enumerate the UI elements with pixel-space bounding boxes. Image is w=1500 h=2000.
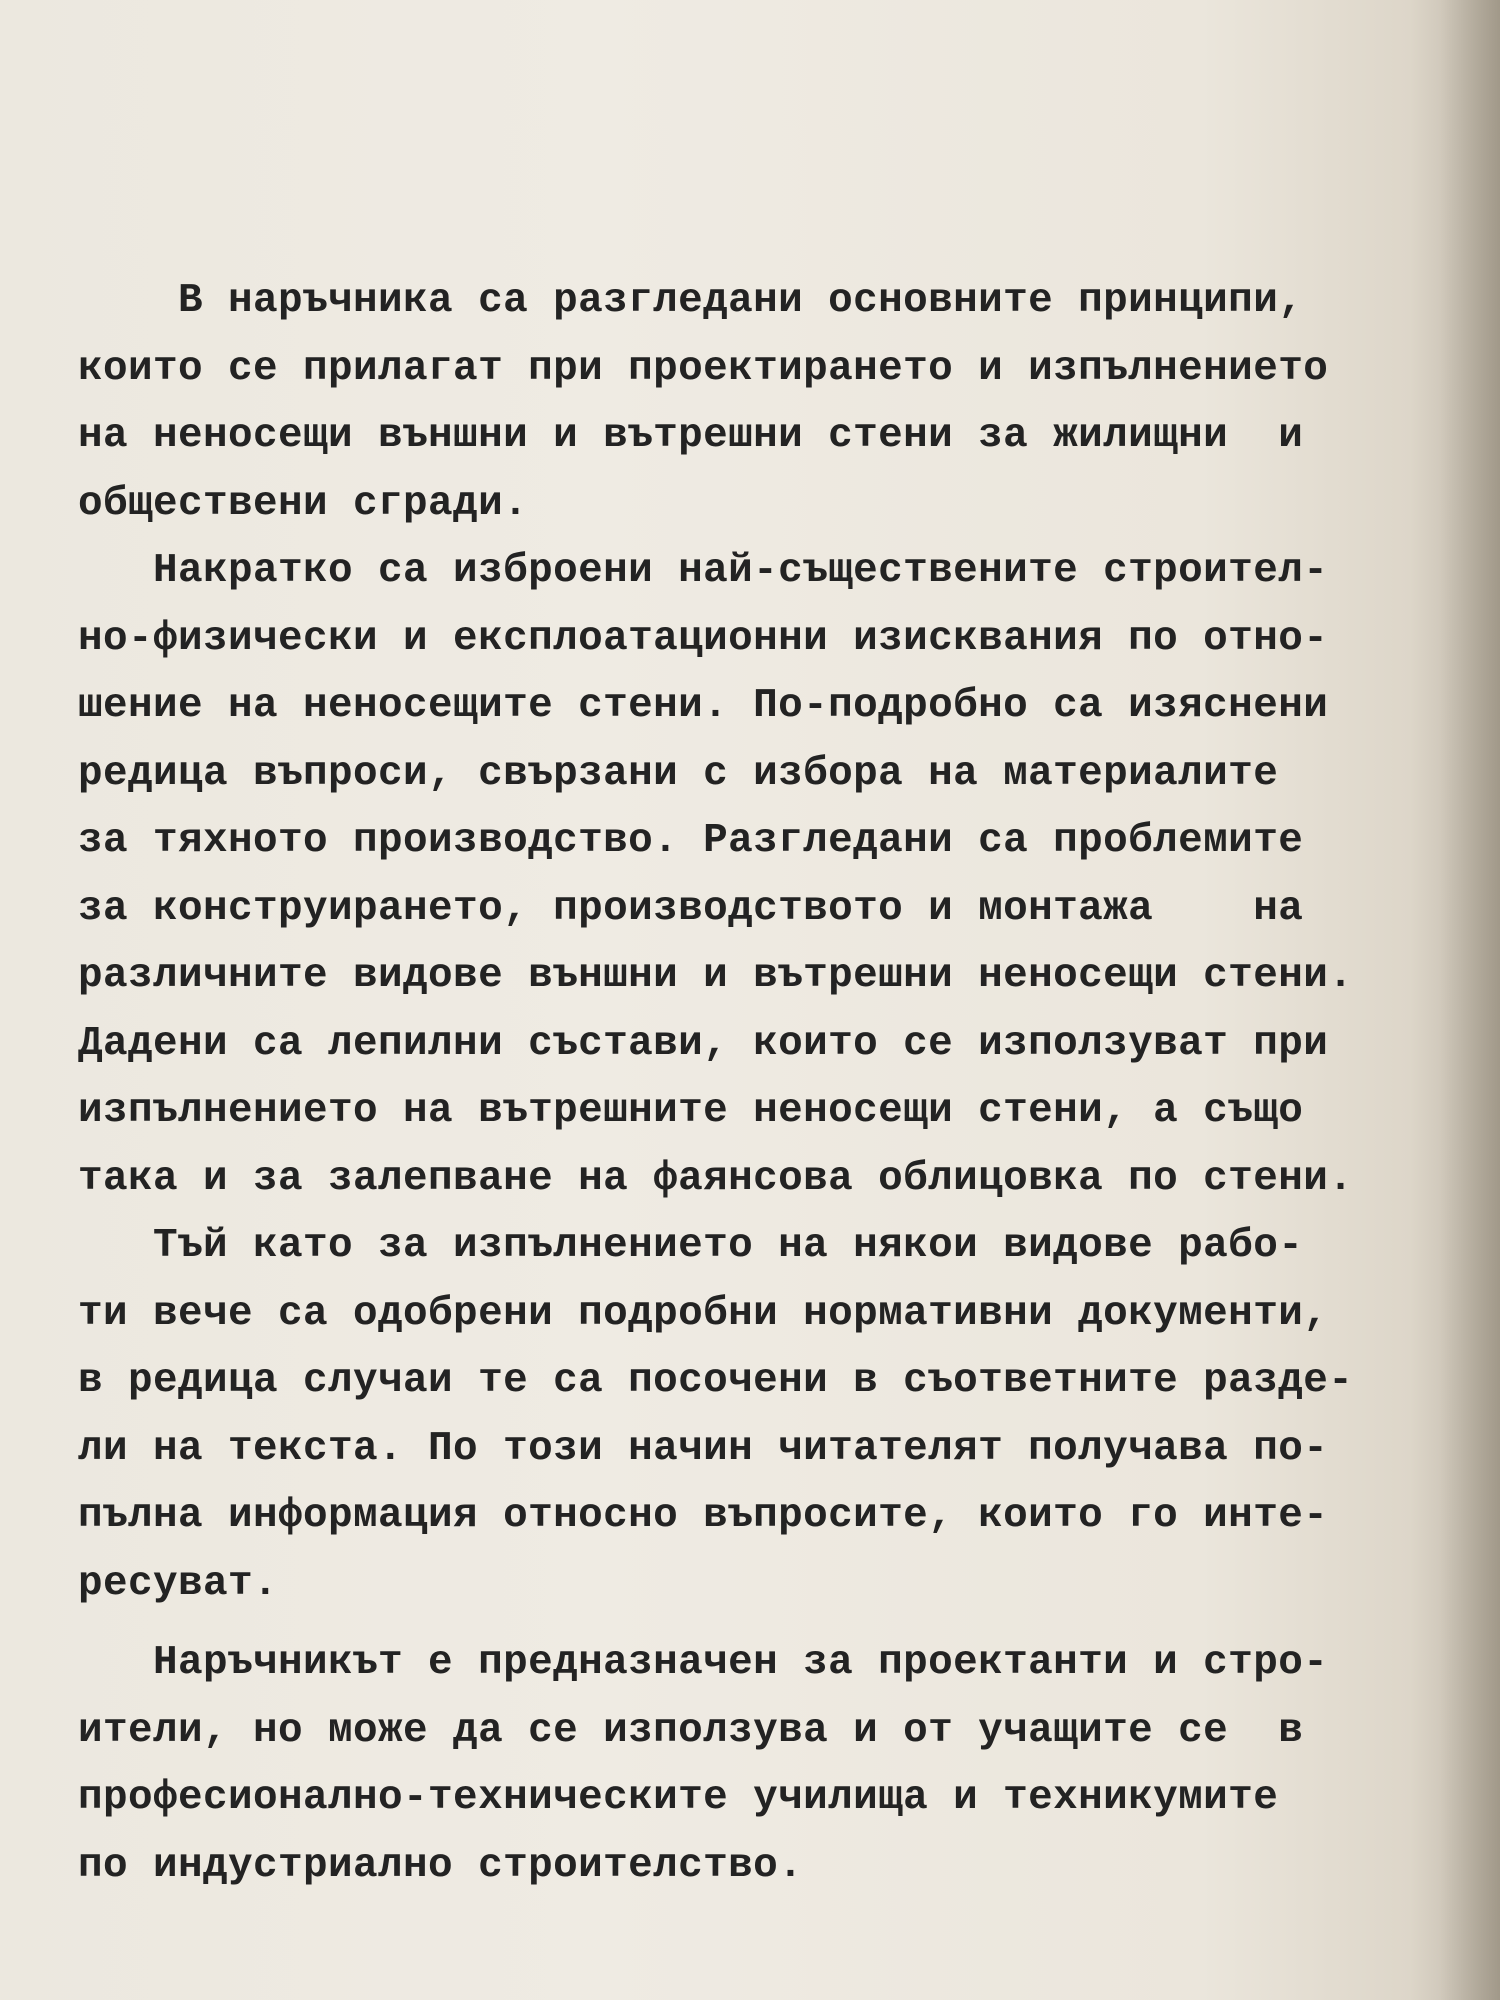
text-line: обществени сгради. [78, 480, 529, 527]
text-line: професионално-техническите училища и техникумите [78, 1775, 1279, 1821]
paragraph-2 [78, 538, 1398, 1213]
paragraph-1 [78, 268, 1398, 538]
page-text [78, 268, 1398, 1900]
text-line: различните видове външни и вътрешни неносещи стени. [78, 953, 1354, 999]
text-line: редица въпроси, свързани с избора на материалите [78, 750, 1279, 797]
text-line: Наръчникът е предназначен за проектанти и стро- [78, 1640, 1329, 1686]
text-line: Дадени са лепилни състави, които се използуват при [78, 1020, 1329, 1067]
text-line: В наръчника са разгледани основните принципи, [78, 278, 1304, 324]
paragraph-3 [78, 1213, 1398, 1618]
text-line: в редица случаи те са посочени в съответните разде- [78, 1358, 1354, 1404]
text-line: на неносещи външни и вътрешни стени за жилищни и [78, 413, 1304, 459]
text-line: пълна информация относно въпросите, които го инте- [78, 1493, 1329, 1539]
text-line: изпълнението на вътрешните неносещи стени, а също [78, 1088, 1304, 1134]
text-line: но-физически и експлоатационни изисквания по отно- [78, 615, 1329, 662]
text-line: ресуват. [78, 1560, 279, 1607]
text-line: Тъй като за изпълнението на някои видове рабо- [78, 1223, 1304, 1269]
paragraph-4 [78, 1630, 1398, 1900]
text-line: ли на текста. По този начин читателят получава по- [78, 1425, 1329, 1472]
text-line: които се прилагат при проектирането и изпълнението [78, 345, 1329, 392]
text-line: ти вече са одобрени подробни нормативни документи, [78, 1290, 1329, 1337]
text-line: за конструирането, производството и монтажа на [78, 885, 1304, 932]
text-line: шение на неносещите стени. По-подробно са изяснени [78, 683, 1329, 729]
text-line: по индустриално строителство. [78, 1842, 804, 1889]
text-line: ители, но може да се използува и от учащите се в [78, 1707, 1304, 1754]
page-edge-shadow [1440, 0, 1500, 2000]
text-line: за тяхното производство. Разгледани са проблемите [78, 818, 1304, 864]
text-line: Накратко са изброени най-съществените строител- [78, 548, 1329, 594]
text-line: така и за залепване на фаянсова облицовка по стени. [78, 1155, 1354, 1202]
